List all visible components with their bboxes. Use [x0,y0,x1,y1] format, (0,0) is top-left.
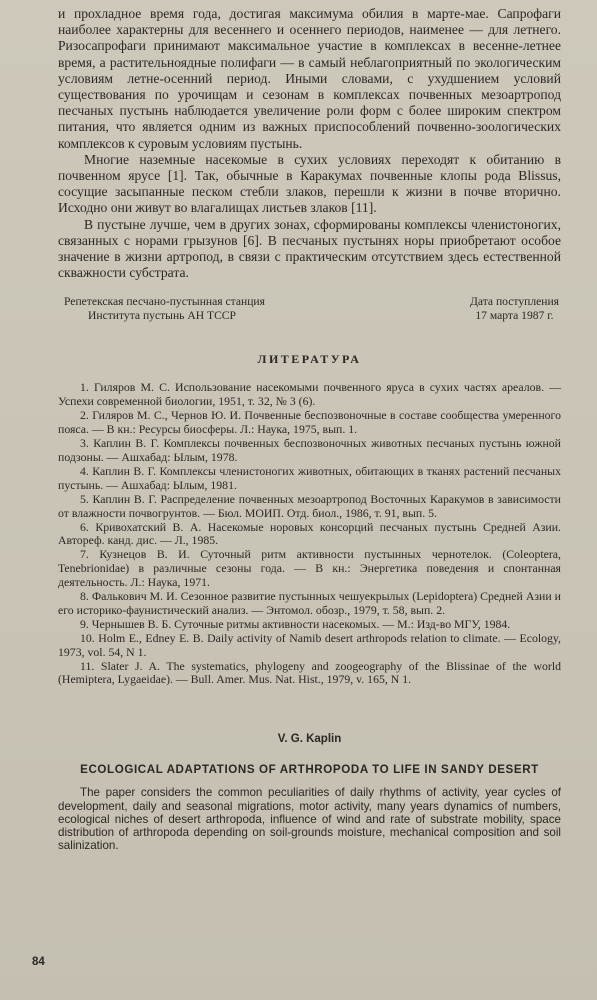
reference-item: 4. Каплин В. Г. Комплексы членистоногих животных, обитающих в тканях растений песчаных пустынь. — Ашхабад: Ылым, 1981. [58,463,561,492]
article-body [58,6,561,281]
english-title: ECOLOGICAL ADAPTATIONS OF ARTHROPODA TO LIFE IN SANDY DESERT [80,763,539,777]
reference-item: 7. Кузнецов В. И. Суточный ритм активности пустынных чернотелок. (Coleoptera, Tenebrionidae) в различные сезоны года. — В кн.: Энергетика поведения и спонтанная деятельность. Л.: Наука, 1971. [58,547,561,590]
station-line-1: Репетекская песчано-пустынная станция [64,295,265,309]
reference-item: 11. Slater J. A. The systematics, phylogeny and zoogeography of the Blissinae of the world (Hemiptera, Lygaeidae). — Bull. Amer. Mus. Nat. Hist., 1979, v. 165, N 1. [58,658,561,687]
received-date [470,295,561,322]
reference-item: 5. Каплин В. Г. Распределение почвенных мезоартропод Восточных Каракумов в зависимости от влажности почвогрунтов. — Бюл. МОИП. Отд. биол., 1986, т. 91, вып. 5. [58,491,561,520]
received-date-label: Дата поступления [469,295,559,309]
station-affiliation [64,295,265,322]
page-number: 84 [32,956,45,968]
english-abstract: The paper considers the common peculiarities of daily rhythms of activity, year cycles of development, daily and seasonal migrations, motor activity, many years dynamics of numbers, ecological niches of desert arthropoda, influence of wind and rate of substrate mobility, space distribution of arthropoda depending on soil-grounds moisture, mechanical composition and soil salinization. [58,786,561,853]
reference-item: 3. Каплин В. Г. Комплексы почвенных беспозвоночных животных песчаных пустынь южной подзоны. — Ашхабад: Ылым, 1978. [58,436,561,464]
reference-item: 2. Гиляров М. С., Чернов Ю. И. Почвенные беспозвоночные в составе сообщества умеренного пояса. — В кн.: Ресурсы биосферы. Л.: Наука, 1975, вып. 1. [58,408,561,437]
references-heading: ЛИТЕРАТУРА [257,352,362,367]
references-list [58,381,561,687]
body-paragraph: и прохладное время года, достигая максимума обилия в марте-мае. Сапрофаги наиболее характерны для весеннего и осеннего периодов, наименее — для летнего. Ризосапрофаги принимают максимальное участие в комплексах в весенне-летнее время, а растительноядные полифаги — в самый неблагоприятный по экологическим условиям летне-осенний период. Иными словами, с ухудшением условий существования по урочищам и сезонам в комплексах почвенных мезоартропод песчаных пустынь наблюдается увеличение роли форм с более широким спектром питания, что является одним из важных приспособлений почвенно-зоологических комплексов к суровым условиям пустынь. [58,6,561,151]
reference-item: 8. Фалькович М. И. Сезонное развитие пустынных чешуекрылых (Lepidoptera) Средней Азии и его историко-фаунистический анализ. — Энтомол. обозр., 1979, т. 58, вып. 2. [58,589,561,617]
body-paragraph: В пустыне лучше, чем в других зонах, сформированы комплексы членистоногих, связанных с норами грызунов [6]. В песчаных пустынях норы приобретают особое значение в жизни артропод, в связи с практическим отсутствием здесь естественной скважности субстрата. [58,216,561,281]
english-author: V. G. Kaplin [277,733,342,746]
reference-item: 1. Гиляров М. С. Использование насекомыми почвенного яруса в сухих частях ареалов. — Успехи современной биологии, 1951, т. 32, № 3 (6). [58,380,561,409]
body-paragraph: Многие наземные насекомые в сухих условиях переходят к обитанию в почвенном ярусе [1]. Так, обычные в Каракумах почвенные клопы рода Blissus, сосущие засыпанные песком стебли злаков, перешли к жизни в почве вторично. Исходно они живут во влагалищах листьев злаков [11]. [58,151,561,216]
reference-item: 9. Чернышев В. Б. Суточные ритмы активности насекомых. — М.: Изд-во МГУ, 1984. [80,616,511,631]
reference-item: 6. Кривохатский В. А. Насекомые норовых консорций песчаных пустынь Средней Азии. Автореф. канд. дис. — Л., 1985. [58,519,561,548]
affiliation-block [58,295,561,322]
received-date-value: 17 марта 1987 г. [475,308,554,322]
station-line-2: Института пустынь АН ТССР [88,308,236,322]
reference-item: 10. Holm E., Edney E. B. Daily activity of Namib desert arthropods relation to climate. — Ecology, 1973, vol. 54, N 1. [58,630,561,659]
